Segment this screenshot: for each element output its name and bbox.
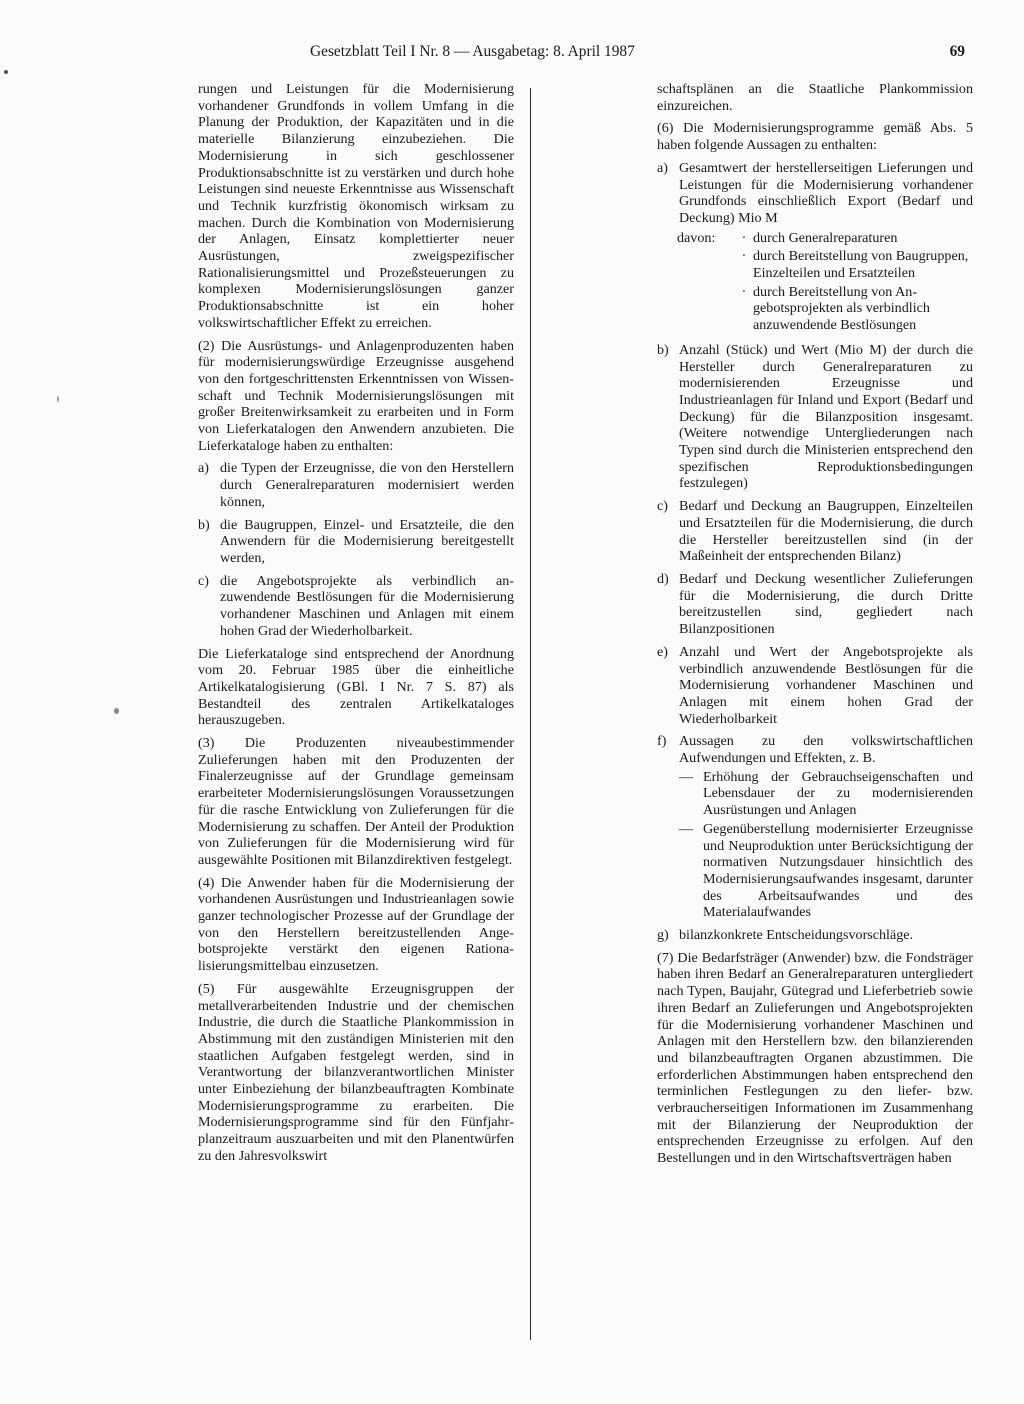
list-item — [198, 517, 514, 567]
list-item-text: Anzahl (Stück) und Wert (Mio M) der durch die Hersteller durch Generalreparaturen zu modernisierenden Erzeugnisse und Industrieanlagen für Inland und Export (Bedarf und Deckung) für die Bilanzposition insgesamt. (Weitere notwendige Untergliederungen nach Typen sind durch die Ministerien entsprechend den spezifischen Reproduktionsbedingungen festzulegen) — [679, 341, 973, 492]
paragraph-2: (2) Die Ausrüstungs- und Anlagenproduzenten haben für modernisierungswürdige Erzeugnisse ausgehend von den fortgeschrittensten Erkenntnissen von Wissenschaft und Technik Modernisierungslösungen mit großer Breitenwirksamkeit zu erarbeiten und in Form von Lieferkatalogen den Anwendern anzubieten. Die Lieferkataloge haben zu enthalten: — [198, 337, 514, 454]
page-number: 69 — [949, 43, 965, 60]
list-item — [657, 927, 973, 944]
right-column — [657, 81, 973, 1173]
davon-item-text: durch Generalreparaturen — [753, 229, 898, 246]
list-item — [657, 733, 973, 766]
list-item — [198, 573, 514, 640]
paragraph-6: (6) Die Modernisierungsprogramme gemäß Abs. 5 haben folgende Aussagen zu enthalten: — [657, 120, 973, 154]
dash-icon: — — [679, 820, 694, 837]
list-item-label: c) — [198, 572, 209, 589]
list-item-text: Bedarf und Deckung an Baugruppen, Einzelteilen und Ersatzteilen für die Modernisierung, die durch die Hersteller bereitzustellen sind (in der Maßeinheit der entsprechenden Bilanz) — [679, 498, 973, 565]
list-item-text: Anzahl und Wert der Angebotsprojekte als verbindlich anzuwendende Bestlösungen für die Modernisierung vorhandener Maschinen und Anlagen mit einem hohen Grad der Wiederholbarkeit — [679, 643, 973, 727]
list-item-label: b) — [198, 516, 210, 533]
list-item-label: a) — [657, 159, 668, 176]
dash-icon: — — [679, 768, 694, 785]
dash-item-text: Erhöhung der Gebrauchseigenschaften und Lebensdauer der zu modernisierenden Ausrüstungen und Anlagen — [703, 768, 973, 819]
list-item-label: e) — [657, 643, 668, 660]
dash-item — [657, 769, 973, 819]
list-item — [657, 498, 973, 565]
column-divider — [530, 88, 531, 1340]
list-item-label: c) — [657, 498, 668, 515]
left-column — [198, 81, 514, 1171]
list-item — [657, 644, 973, 728]
davon-item — [735, 230, 973, 247]
paragraph-7: (7) Die Bedarfsträger (Anwender) bzw. die Fondsträger haben ihren Bedarf an Generalreparaturen untergliedert nach Typen, Baujahr, Gütegrad und Lieferbetrieb sowie ihren Bedarf an Zulieferungen und Angebotsprojekten für die Modernisierung vorhandener Maschinen und Anlagen mit den Herstellern bzw. den bilanzierenden und bilanzbeauftragten Organen abzustimmen. Die erforderlichen Abstimmungen haben entsprechend den terminlichen Festlegungen zu den liefer- bzw. verbraucherseitigen Informationen im Zusammenhang mit der Bilanzierung der Neuproduktion der entsprechenden Erzeugnisse zu erfolgen. Auf den Bestellungen und in den Wirtschaftsverträgen haben — [657, 949, 973, 1167]
list-item — [657, 571, 973, 638]
paragraph-4: (4) Die Anwender haben für die Modernisierung der vorhandenen Ausrüstungen und Industrieanlagen sowie ganzer technologischer Prozesse auf der Grundlage der von den Herstellern bereitzustellenden Angebotsprojekte verstärkt den eigenen Rationalisierungsmittelbau einzusetzen. — [198, 874, 514, 975]
list-item — [657, 160, 973, 227]
dash-item — [657, 821, 973, 921]
davon-label: davon: — [677, 229, 716, 246]
list-item-text: die Typen der Erzeugnisse, die von den Herstellern durch Generalreparaturen modernisiert werden können, — [220, 460, 514, 510]
list-item-text: bilanzkonkrete Entscheidungsvorschläge. — [679, 927, 914, 944]
list-item-label: g) — [657, 927, 669, 944]
bullet-icon: · — [741, 283, 747, 300]
scan-speck — [57, 396, 59, 402]
list-item — [657, 342, 973, 492]
paragraph-1-continuation: rungen und Leistungen für die Modernisierung vorhandener Grundfonds in vollem Umfang in die Planung der Produktion, der Kapazitäten und in die materielle Bilanzierung einzubeziehen. Die Modernisierung in sich geschlossener Produktionsabschnitte ist zu verstärken und durch hohe Leistungen sind neueste Erkenntnisse aus Wissenschaft und Technik kurzfristig ökonomisch wirksam zu machen. Durch die Kombination von Modernisierung der Anlagen, Einsatz komplettierter neuer Ausrüstungen, zweigspezifischer Rationalisierungsmittel und Prozeßsteuerungen zu komplexen Modernisierungslösungen ganzer Produktionsabschnitte ist ein hoher volkswirtschaftlicher Effekt zu erreichen. — [198, 81, 514, 331]
list-item-label: a) — [198, 460, 209, 477]
list-item-text: Aussagen zu den volkswirtschaftlichen Aufwendungen und Effekten, z. B. — [679, 733, 973, 767]
scan-speck — [4, 70, 8, 74]
davon-list — [735, 230, 973, 336]
scan-speck — [114, 708, 119, 714]
davon-block — [657, 230, 973, 336]
list-item-label: d) — [657, 570, 669, 587]
list-item-text: Gesamtwert der herstellerseitigen Lieferungen und Leistungen für die Modernisierung vorhandener Grundfonds einschließlich Export (Bedarf und Deckung) Mio M — [679, 159, 973, 226]
list-item-text: die Angebotsprojekte als verbindlich anzuwendende Bestlösungen für die Modernisierung vorhandener Maschinen und Anlagen mit einem hohen Grad der Wiederholbarkeit. — [220, 572, 514, 639]
list-item — [198, 460, 514, 510]
page-header — [310, 40, 965, 64]
list-item-text: die Baugruppen, Einzel- und Ersatzteile, die den Anwendern für die Modernisierung bereitgestellt werden, — [220, 516, 514, 566]
list-item-text: Bedarf und Deckung wesentlicher Zulieferungen für die Modernisierung, die durch Dritte bereitzustellen sind, gegliedert nach Bilanzpositionen — [679, 570, 973, 638]
davon-item-text: durch Bereitstellung von Baugruppen, Einzelteilen und Ersatzteilen — [753, 248, 969, 282]
bullet-icon: · — [741, 248, 747, 265]
list-item-label: b) — [657, 341, 669, 358]
davon-item-text: durch Bereitstellung von Angebotsprojekten als verbindlich anzuwendende Bestlösungen — [753, 283, 930, 334]
bullet-icon: · — [741, 229, 747, 246]
paragraph-5: (5) Für ausgewählte Erzeugnisgruppen der metallverarbeitenden Industrie und der chemischen Industrie, die durch die Staatliche Plankommission in Abstimmung mit den zuständigen Ministerien mit den staatlichen Aufgaben festgelegt werden, sind in Verantwortung der bilanzverantwortlichen Minister unter Einbeziehung der bilanzbeauftragten Kombinate Modernisierungsprogramme zu erarbeiten. Die Modernisierungsprogramme sind für den Fünfjahrplanzeitraum auszuarbeiten und mit den Planentwürfen zu den Jahresvolkswirt — [198, 980, 514, 1164]
paragraph-5-continuation: schaftsplänen an die Staatliche Plankommission einzureichen. — [657, 81, 973, 114]
paragraph-lieferkataloge: Die Lieferkataloge sind entsprechend der Anordnung vom 20. Februar 1985 über die einheitliche Artikelkatalogisierung (GBl. I Nr. 7 S. 87) als Bestandteil des zentralen Artikelkataloges herauszugeben. — [198, 645, 514, 729]
list-item-label: f) — [657, 733, 667, 750]
dash-item-text: Gegenüberstellung modernisierter Erzeugnisse und Neuproduktion unter Berücksichtigung der normativen Nutzungsdauer hinsichtlich des Modernisierungsaufwandes insgesamt, darunter des Arbeitsaufwandes und des Materialaufwandes — [703, 820, 973, 921]
davon-item — [735, 284, 973, 334]
davon-item — [735, 248, 973, 281]
header-title: Gesetzblatt Teil I Nr. 8 — Ausgabetag: 8. April 1987 — [310, 43, 635, 60]
paragraph-3: (3) Die Produzenten niveaubestimmender Zulieferungen haben mit den Produzenten der Finalerzeugnisse auf der Grundlage gemeinsam erarbeiteter Modernisierungslösungen Voraussetzungen für die rasche Entwicklung von Zulieferungen für die Modernisierung zu schaffen. Der Anteil der Produktion von Zulieferungen für die Modernisierung wird für ausgewählte Positionen mit Bilanzdirektiven festgelegt. — [198, 735, 514, 868]
